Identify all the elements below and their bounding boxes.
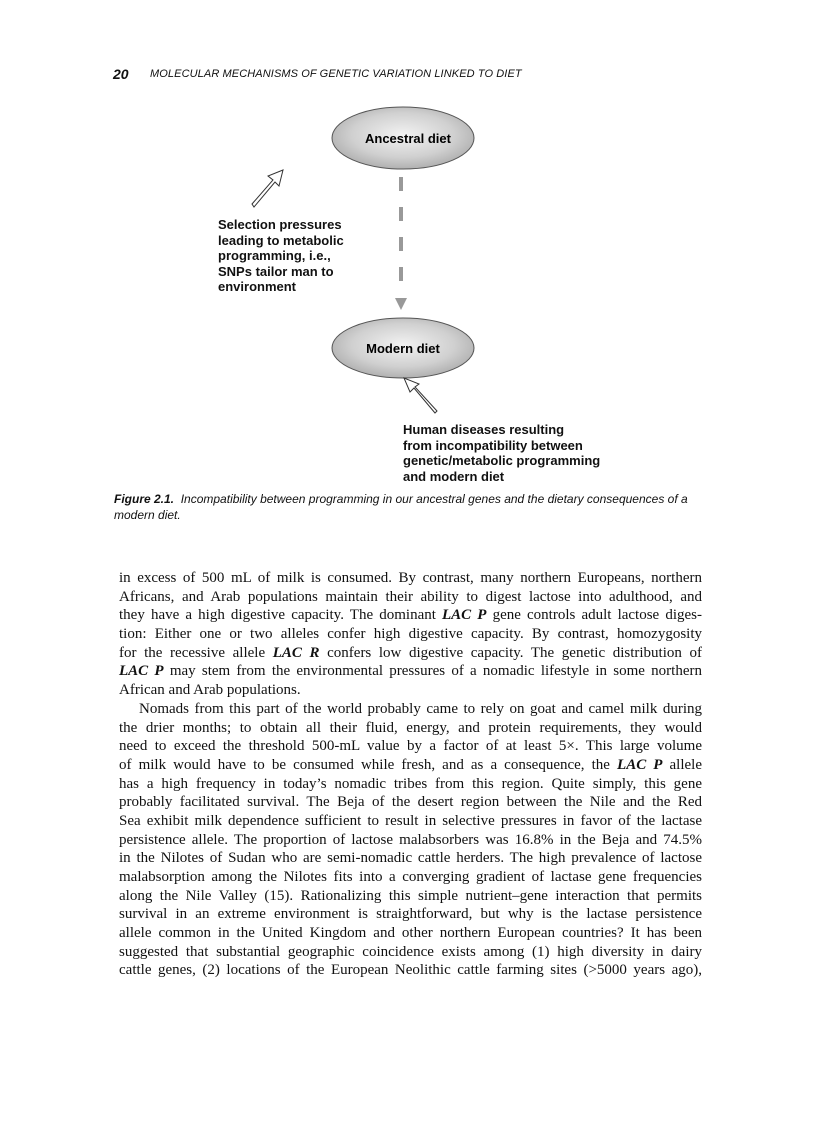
ancestral-diet-label: Ancestral diet — [365, 131, 451, 146]
gene-name: LAC P — [442, 607, 487, 624]
text-line — [119, 606, 702, 625]
gene-name: LAC P — [119, 663, 164, 680]
text-line — [119, 831, 702, 850]
text-line — [119, 887, 702, 906]
text-segment: in the Nilotes of Sudan who are semi-nomadic cattle herders. The high prevalence of lactose — [119, 850, 702, 867]
page-number: 20 — [113, 66, 129, 82]
text-line — [119, 775, 702, 794]
text-segment: persistence allele. The proportion of lactose malabsorbers was 16.8% in the Beja and 74.5% — [119, 831, 702, 848]
text-line — [119, 588, 702, 607]
dashed-arrow-head — [395, 298, 407, 310]
text-segment: African and Arab populations. — [119, 682, 301, 699]
text-segment: gene controls adult lactose diges- — [486, 607, 702, 624]
gene-name: LAC P — [617, 756, 663, 773]
text-line — [119, 662, 702, 681]
text-line — [119, 849, 702, 868]
text-segment: of milk would have to be consumed while fresh, and as a consequence, the — [119, 756, 618, 773]
hollow-arrow-up-right-icon — [252, 170, 283, 207]
text-segment: survival in an extreme environment is straightforward, but why is the lactase persistence — [119, 906, 702, 923]
text-segment: cattle genes, (2) locations of the European Neolithic cattle farming sites (>5000 years ago), — [119, 962, 702, 979]
text-line — [119, 700, 702, 719]
text-line — [119, 681, 702, 700]
text-segment: Sea exhibit milk dependence sufficient to result in selective pressures in favor of the lactase — [119, 812, 702, 829]
text-segment: probably facilitated survival. The Beja of the desert region between the Nile and the Red — [119, 794, 702, 811]
text-segment: in excess of 500 mL of milk is consumed. By contrast, many northern Europeans, northern — [119, 570, 702, 586]
text-line — [119, 569, 702, 588]
gene-name: LAC R — [272, 644, 320, 661]
text-segment: Nomads from this part of the world probably came to rely on goat and camel milk during — [139, 700, 702, 717]
text-segment: they have a high digestive capacity. The dominant — [119, 607, 443, 624]
text-line — [119, 737, 702, 756]
text-line — [119, 943, 702, 962]
modern-diet-label: Modern diet — [366, 341, 440, 356]
text-segment: has a high frequency in today’s nomadic tribes from this region. Quite simply, this gene — [119, 775, 702, 792]
running-header: MOLECULAR MECHANISMS OF GENETIC VARIATION LINKED TO DIET — [150, 68, 522, 80]
text-segment: suggested that substantial geographic coincidence exists among (1) high diversity in dairy — [119, 943, 702, 960]
text-segment: Africans, and Arab populations maintain their ability to digest lactose into adulthood, and — [119, 588, 702, 605]
text-segment: tion: Either one or two alleles confer high digestive capacity. By contrast, homozygosity — [119, 626, 702, 643]
text-segment: confers low digestive capacity. The genetic distribution of — [319, 644, 702, 661]
text-segment: allele — [662, 756, 702, 773]
text-segment: malabsorption among the Nilotes fits into a converging gradient of lactase gene frequencies — [119, 869, 702, 885]
body-text — [119, 569, 702, 980]
caption-label: Figure 2.1. — [114, 492, 175, 506]
text-line — [119, 868, 702, 887]
figure-caption — [114, 492, 706, 523]
text-segment: need to exceed the threshold 500-mL value by a factor of at least 5×. This large volume — [119, 738, 702, 755]
text-segment: allele common in the United Kingdom and other northern European countries? It has been — [119, 925, 702, 942]
text-line — [119, 756, 702, 775]
hollow-arrow-up-left-icon — [404, 378, 437, 413]
caption-text: Incompatibility between programming in our ancestral genes and the dietary consequences of a modern diet. — [114, 492, 688, 522]
text-segment: the drier months; to obtain all their fluid, energy, and protein requirements, they would — [119, 719, 702, 736]
text-line — [119, 719, 702, 738]
text-line — [119, 644, 702, 663]
text-line — [119, 905, 702, 924]
text-line — [119, 924, 702, 943]
selection-pressures-label: Selection pressures leading to metabolic programming, i.e., SNPs tailor man to environment — [218, 217, 344, 294]
text-segment: along the Nile Valley (15). Rationalizing this simple nutrient–gene interaction that permits — [119, 887, 702, 904]
text-line — [119, 961, 702, 980]
text-segment: may stem from the environmental pressures of a nomadic lifestyle in some northern — [163, 663, 702, 680]
human-diseases-label: Human diseases resulting from incompatibility between genetic/metabolic programming and modern diet — [403, 422, 601, 484]
text-line — [119, 625, 702, 644]
text-segment: for the recessive allele — [119, 644, 273, 661]
text-line — [119, 793, 702, 812]
text-line — [119, 812, 702, 831]
